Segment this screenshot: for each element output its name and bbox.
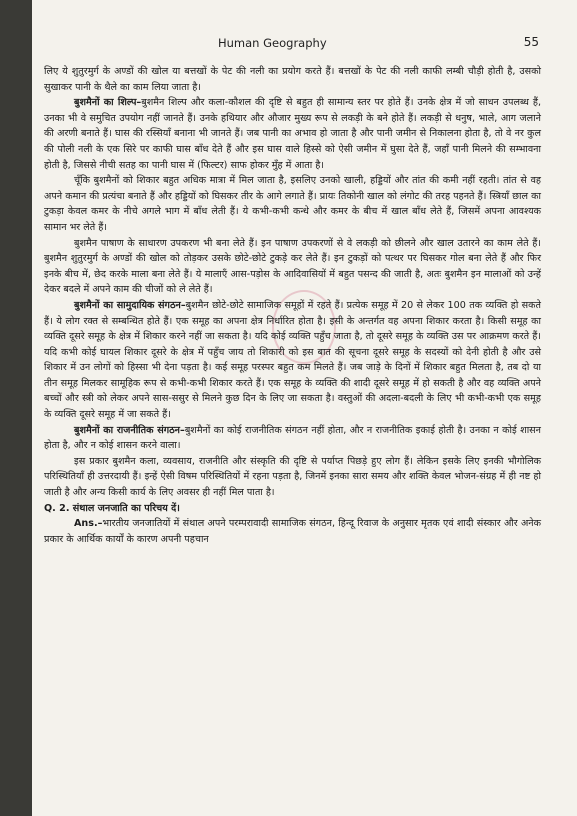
answer-label: Ans.– (74, 518, 103, 530)
paragraph-text: बुशमैनों का कोई राजनीतिक संगठन नहीं होता, और न राजनीतिक इकाई होती है। उनका न कोई शासन होता है, और न कोई शासन करने वाला। (44, 424, 541, 452)
paragraph (44, 298, 541, 423)
paragraph-text: बुशमैन पाषाण के साधारण उपकरण भी बना लेते हैं। इन पाषाण उपकरणों से वे लकड़ी को छीलने और खाल उतारने का काम लेते हैं। बुशमैन शुतुरमुर्ग के अण्डों की खोल को तोड़कर उसके छोटे-छोटे टुकड़े कर लेते हैं। इन टुकड़ों को पत्थर पर घिसकर गोल बना लेते हैं और फिर इनके बीच में, छेद करके माला बना लेते हैं। ये मालाएँ आस-पड़ोस के आदिवासियों में बहुत पसन्द की जाती है, अतः बुशमैन इन मालाओं को उन्हें देकर बदले में अपने काम की चीजों को ले लेते हैं। (44, 237, 541, 296)
paragraph (44, 454, 541, 501)
answer-text: भारतीय जनजातियों में संथाल अपने परम्परावादी सामाजिक संगठन, हिन्दू रिवाज के अनुसार मृतक एवं शादी संस्कार और अनेक प्रकार के आर्थिक कार्यों के कारण अपनी पहचान (44, 518, 541, 545)
paragraph-heading: बुशमैनों का सामुदायिक संगठन– (74, 299, 186, 311)
paragraph-heading: बुशमैनों का राजनीतिक संगठन– (74, 424, 185, 436)
paragraph (44, 236, 541, 298)
paragraph (44, 95, 541, 173)
page-number: 55 (523, 35, 539, 49)
paragraph-heading: बुशमैनों का शिल्प– (74, 97, 142, 109)
paragraph (44, 423, 541, 454)
paragraph (44, 64, 541, 95)
paragraph (44, 173, 541, 235)
page-body (44, 64, 541, 547)
paragraph-text: लिए ये शुतुरमुर्ग के अण्डों की खोल या बत्तखों के पेट की नली का प्रयोग करते हैं। बत्तखों के पेट की नली काफी लम्बी चौड़ी होती है, उसको सुखाकर पानी के थैले का काम लिया जाता है। (44, 66, 541, 93)
paragraph-text: चूँकि बुशमैनों को शिकार बहुत अधिक मात्रा में मिल जाता है, इसलिए उनको खाली, हड्डियों और तांत की कमी नहीं रहती। तांत से वह अपने कमान की प्रत्यंचा बनाते हैं और हड्डियों को घिसकर तीर के आगे लगाते हैं। प्रायः तिकोनी खाल को लंगोट की तरह पहनते हैं। स्त्रियाँ छाल का टुकड़ा केवल कमर के नीचे अगले भाग में बाँध लेती हैं। ये कभी-कभी कन्धे और कमर के बीच में खाल बाँध लेते हैं, जिसमें अपना आवश्यक सामान भर लेते हैं। (44, 175, 541, 233)
page-header (32, 36, 577, 58)
answer-paragraph (44, 516, 541, 547)
question-heading: Q. 2. संथाल जनजाति का परिचय दें। (44, 502, 180, 514)
book-page (32, 0, 577, 816)
paragraph-text: इस प्रकार बुशमैन कला, व्यवसाय, राजनीति और संस्कृति की दृष्टि से पर्याप्त पिछड़े हुए लोग हैं। लेकिन इसके लिए इनकी भौगोलिक परिस्थितियाँ ही उत्तरदायी हैं। इन्हें ऐसी विषम परिस्थितियों में रहना पड़ता है, जिनमें इनका सारा समय और शक्ति केवल भोजन-संग्रह में ही नष्ट हो जाती है और अन्य किसी कार्य के लिए अवसर ही नहीं मिल पाता है। (44, 455, 541, 499)
running-title: Human Geography (218, 36, 327, 50)
paragraph-text: बुशमैन छोटे-छोटे सामाजिक समूहों में रहते हैं। प्रत्येक समूह में 20 से लेकर 100 तक व्यक्ति हो सकते हैं। ये लोग रक्त से सम्बन्धित होते हैं। एक समूह का अपना क्षेत्र निर्धारित होता है। इसी के अन्तर्गत वह अपना शिकार करता है। किसी समूह का व्यक्ति दूसरे समूह के क्षेत्र में शिकार करने नहीं जा सकता है। यदि कोई व्यक्ति पहुँच जाता है, तो दूसरे समूह के व्यक्ति उस पर आक्रमण करते हैं। यदि कभी कोई घायल शिकार दूसरे के क्षेत्र में पहुँच जाय तो शिकारी को इस बात की सूचना दूसरे समूह के सदस्यों को देनी होती है और उसे शिकार में उन लोगों को हिस्सा भी देना पड़ता है। कई समूह परस्पर बहुत कम मिलते हैं। जब जाड़े के दिनों में शिकार बहुत मिलता है, तब दो या तीन समूह मिलकर सामूहिक रूप से कभी-कभी शिकार करते हैं। एक समूह के व्यक्ति की शादी दूसरे समूह में हो सकती है और वह व्यक्ति अपने बच्चों और स्त्री को लेकर अपने सास-ससुर से मिलने कुछ दिन के लिए जा सकता है। वस्तुओं की अदला-बदली के लिए भी कभी-कभी एक समूह के व्यक्ति दूसरे समूह में जा सकते हैं। (44, 299, 541, 421)
paragraph-text: बुशमैन शिल्प और कला-कौशल की दृष्टि से बहुत ही सामान्य स्तर पर होते हैं। उनके क्षेत्र में जो साधन उपलब्ध हैं, उनका भी वे समुचित उपयोग नहीं जानते हैं। उनके हथियार और औजार मुख्य रूप से लकड़ी के बने होते हैं। लकड़ी से धनुष, भाले, आग जलाने की अरणी बनाते हैं। घास की रस्सियाँ बनाना भी जानते हैं। जब पानी का अभाव हो जाता है और पानी जमीन से निकालना होता है, तो वे नर कुल की पोली नली के एक सिरे पर काफी घास बाँध देते हैं और इस घास वाले हिस्से को ऐसी जमीन में घुसा देते हैं, जहाँ पानी मिलने की सम्भावना होती है, जिससे नीची सतह का पानी घास में (फिल्टर) साफ होकर मुँह में आता है। (44, 97, 541, 171)
